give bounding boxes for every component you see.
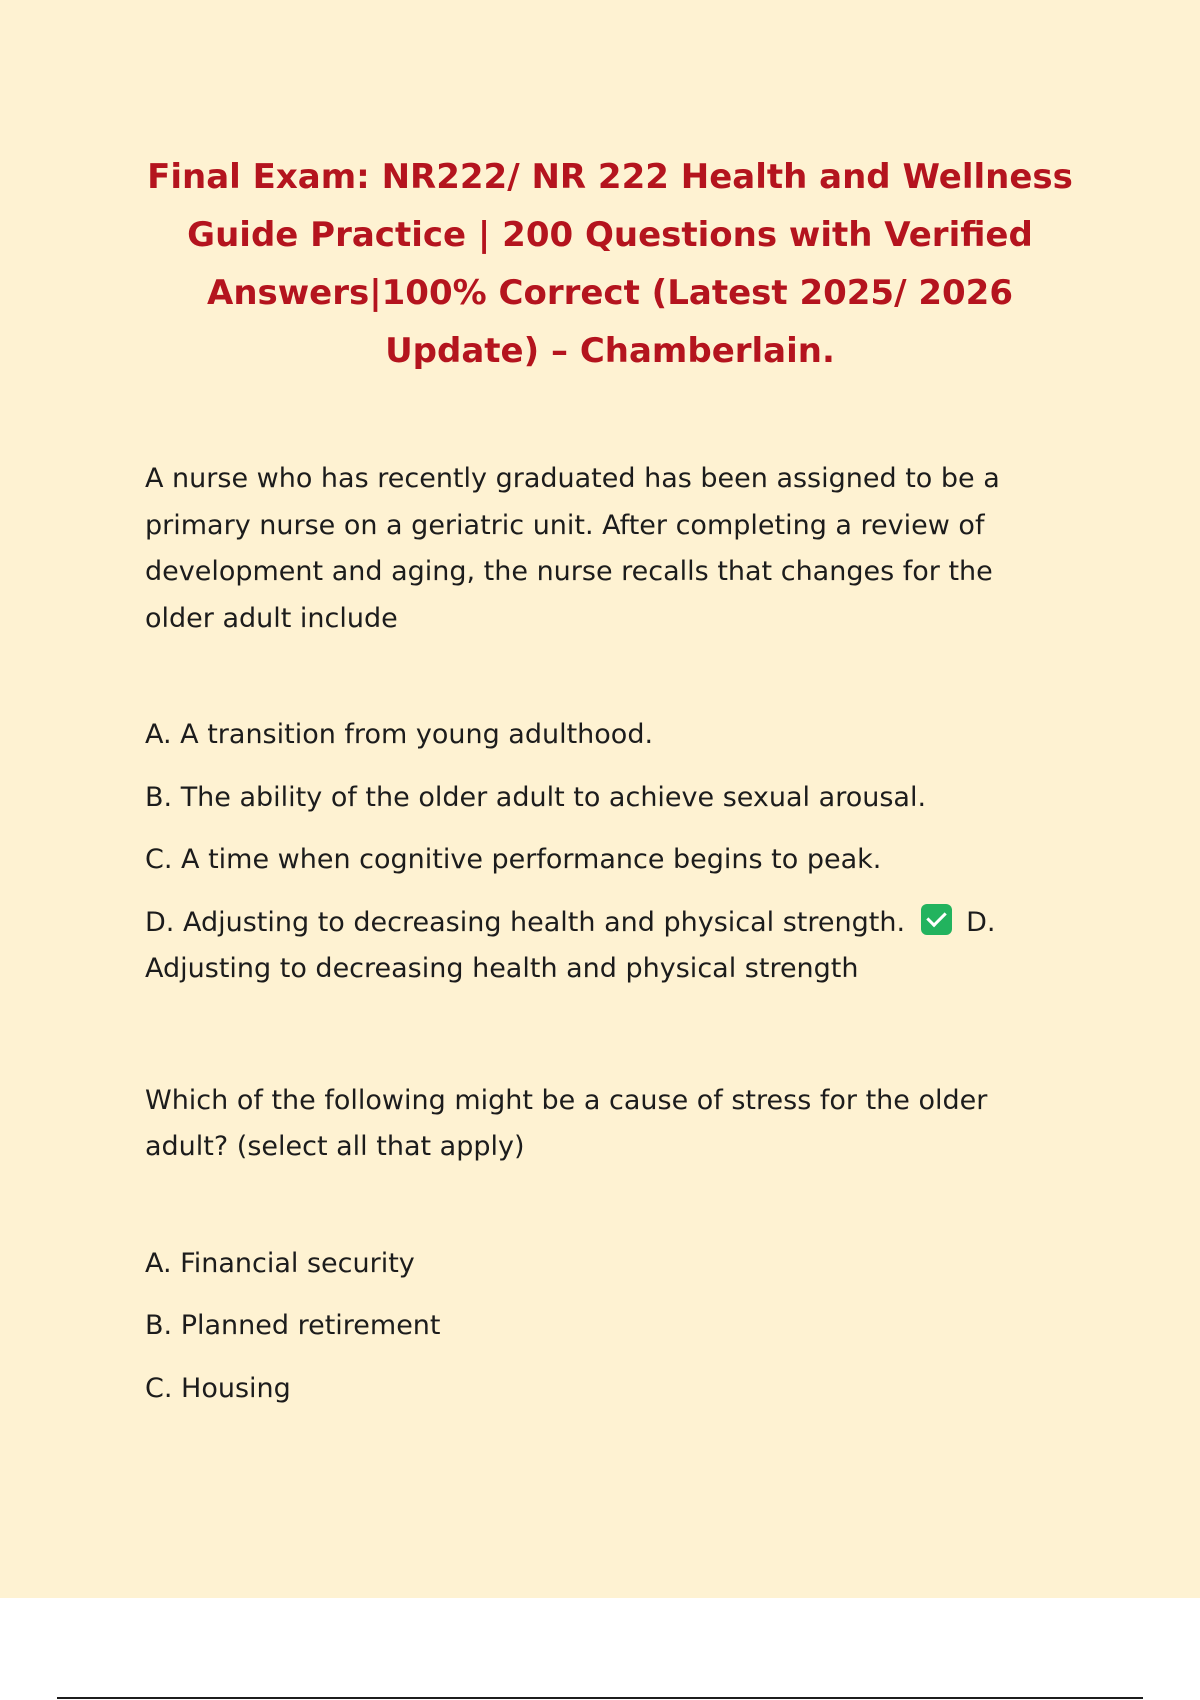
correct-answer: D. Adjusting to decreasing health and physical strength	[145, 906, 996, 984]
question-block	[145, 456, 1065, 992]
question-text: A nurse who has recently graduated has been assigned to be a primary nurse on a geriatric unit. After completing a review of development and aging, the nurse recalls that changes for the older adult include	[145, 463, 1000, 634]
answer-option: C. Housing	[145, 1372, 291, 1404]
answer-option-with-key	[145, 900, 1065, 992]
question-block	[145, 1078, 1065, 1412]
answer-options	[145, 712, 1065, 992]
answer-option: C. A time when cognitive performance begins to peak.	[145, 844, 882, 875]
document-title: Final Exam: NR222/ NR 222 Health and Wellness Guide Practice | 200 Questions with Verified Answers|100% Correct (Latest 2025/ 2026 Update) – Chamberlain.	[147, 157, 1073, 371]
footer-divider	[57, 1697, 1143, 1699]
document-body	[145, 456, 1065, 1412]
answer-option: A. A transition from young adulthood.	[145, 719, 654, 750]
answer-option-label: D. Adjusting to decreasing health and physical strength.	[145, 906, 906, 938]
answer-options	[145, 1241, 1065, 1412]
answer-option: A. Financial security	[145, 1247, 415, 1279]
answer-option: B. The ability of the older adult to achieve sexual arousal.	[145, 781, 927, 813]
answer-option: B. Planned retirement	[145, 1310, 441, 1341]
check-mark-icon	[921, 904, 952, 935]
question-text: Which of the following might be a cause of stress for the older adult? (select all that apply)	[145, 1084, 988, 1162]
